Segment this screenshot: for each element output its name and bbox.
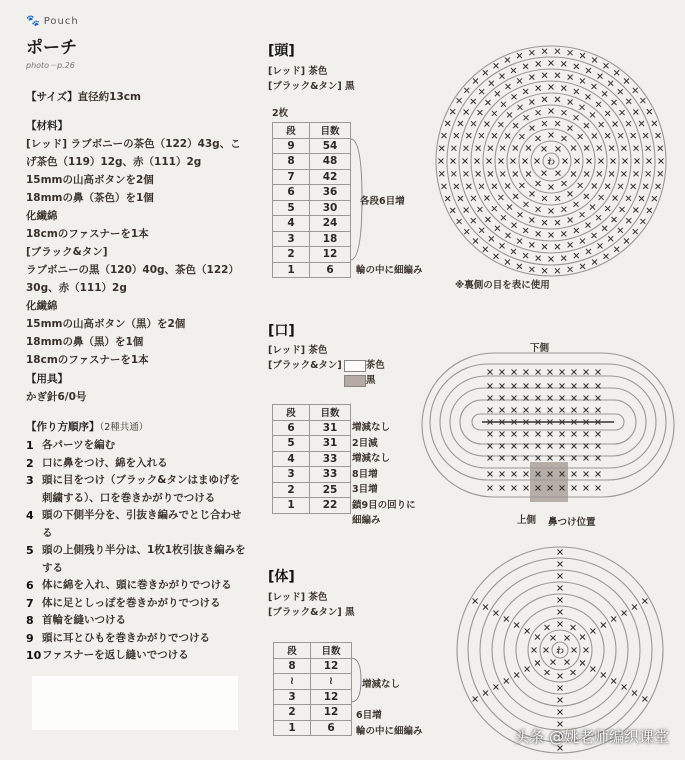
english-title [26, 14, 79, 27]
body-stitch-chart [455, 545, 665, 755]
legend-black-label: 黒 [366, 375, 376, 386]
row-number: 1 [273, 498, 310, 514]
row-number: 8 [273, 154, 310, 170]
material-line: 化繊綿 [26, 300, 58, 312]
stitch-count: 12 [311, 658, 352, 674]
bottom-side-label: 下側 [530, 343, 550, 354]
table-row [273, 436, 351, 452]
size-label: 【サイズ】 [26, 91, 78, 103]
page-title: ポーチ [26, 38, 77, 58]
stitch-count: ≀ [311, 674, 352, 690]
row-number: 8 [274, 658, 311, 674]
step-number: 4 [26, 509, 34, 522]
size-line [26, 88, 141, 106]
step-text: 頭に目をつけ（ブラック&タンはまゆげを刺繍する）、口を巻きかがりでつける [42, 474, 240, 504]
center-ring-label: わ [556, 646, 564, 655]
table-row [273, 169, 351, 185]
step-number: 9 [26, 631, 34, 645]
stitch-count: 31 [310, 420, 351, 436]
table-row [273, 200, 351, 216]
step-number: 1 [26, 439, 34, 452]
step-item [26, 472, 247, 507]
head-title: [頭] [268, 43, 295, 59]
steps-header [26, 418, 247, 437]
steps-label: 【作り方順序】 [26, 421, 100, 433]
step-text: 首輪を縫いつける [42, 614, 126, 626]
row-number: 2 [273, 482, 310, 498]
material-line: 18mmの鼻（茶色）を1個 [26, 192, 154, 204]
steps-section [26, 418, 247, 665]
body-title: [体] [268, 569, 295, 585]
material-line: 18mmの鼻（黒）を1個 [26, 336, 144, 348]
tools-label: 【用具】 [26, 373, 68, 385]
mouth-title: [口] [268, 323, 295, 339]
table-row [273, 262, 351, 278]
head-color-bt: [ブラック&タン] 黒 [268, 81, 355, 92]
material-line: 15mmの山高ボタンを2個 [26, 174, 154, 186]
row-number: 5 [273, 436, 310, 452]
step-item [26, 630, 247, 648]
table-row [273, 154, 351, 170]
stitch-count: 18 [310, 231, 351, 247]
stitch-count: 36 [310, 185, 351, 201]
swatch-black [344, 375, 366, 387]
body-colors [268, 590, 355, 620]
head-count: 2枚 [272, 108, 289, 119]
row-number: ≀ [274, 674, 311, 690]
table-row [274, 658, 352, 674]
material-line: [レッド] ラブボニーの茶色（122）43g、こ [26, 138, 241, 150]
step-item [26, 455, 247, 473]
material-line: ラブボニーの黒（120）40g、茶色（122） [26, 264, 239, 276]
material-line: 18cmのファスナーを1本 [26, 354, 149, 366]
table-row [273, 420, 351, 436]
step-number: 10 [26, 649, 42, 662]
swatch-brown [344, 360, 366, 372]
step-text: 口に鼻をつけ、綿を入れる [42, 456, 168, 469]
step-text: ファスナーを返し縫いでつける [42, 649, 189, 661]
material-line: 30g、赤（111）2g [26, 282, 127, 294]
row-number: 1 [274, 720, 311, 736]
row-number: 7 [273, 169, 310, 185]
mouth-color-bt: [ブラック&タン] [268, 360, 342, 371]
stitch-count: 12 [311, 689, 352, 705]
body-table [273, 642, 352, 736]
stitch-count: 54 [310, 138, 351, 154]
row-note: 8目増 [352, 468, 378, 480]
stitch-count: 22 [310, 498, 351, 514]
step-text: 体に綿を入れ、頭に巻きかがりでつける [42, 579, 232, 591]
steps-note: （2種共通） [99, 422, 149, 433]
mouth-row-notes [352, 420, 416, 529]
table-row [274, 674, 352, 690]
head-stitch-chart [434, 44, 668, 278]
step-item [26, 612, 247, 630]
photo-reference: photo－p.26 [26, 61, 75, 70]
body-nochange-note: 増減なし [362, 679, 401, 690]
material-line: [ブラック&タン] [26, 246, 108, 258]
body-color-bt: [ブラック&タン] 黒 [268, 607, 355, 618]
stitch-count: 33 [310, 451, 351, 467]
top-side-label: 上側 [517, 515, 537, 526]
table-row [273, 482, 351, 498]
table-row [273, 498, 351, 514]
body-increase-note: 6目増 [356, 710, 382, 721]
legend-brown-label: 茶色 [365, 360, 385, 371]
row-number: 3 [274, 689, 311, 705]
material-line: 15mmの山高ボタン（黒）を2個 [26, 318, 186, 330]
stitch-count: 12 [311, 705, 352, 721]
step-number: 2 [26, 456, 34, 470]
mouth-colors [268, 343, 385, 388]
tools-section [26, 370, 86, 406]
row-number: 3 [273, 467, 310, 483]
step-number: 8 [26, 614, 34, 627]
step-text: 体に足としっぽを巻きかがりでつける [42, 596, 221, 609]
step-text: 頭の上側残り半分は、1枚1枚引抜き編みをする [42, 544, 246, 574]
stitch-count: 42 [310, 169, 351, 185]
header-stitch-col: 目数 [310, 405, 351, 421]
stitch-count: 30 [310, 200, 351, 216]
table-row [274, 705, 352, 721]
mouth-stitch-chart [420, 352, 676, 512]
header-stitch-col: 目数 [310, 123, 351, 139]
step-number: 5 [26, 544, 34, 557]
header-row-col: 段 [273, 123, 310, 139]
table-row [273, 467, 351, 483]
stitch-count: 31 [310, 436, 351, 452]
blank-box [32, 676, 238, 730]
row-number: 1 [273, 262, 310, 278]
material-line: 化繊綿 [26, 210, 58, 222]
material-line: 18cmのファスナーを1本 [26, 228, 149, 240]
step-item [26, 595, 247, 613]
row-note: 増減なし [352, 453, 391, 464]
stitch-count: 12 [310, 247, 351, 263]
nose-position-label: 鼻つけ位置 [548, 517, 596, 528]
row-number: 3 [273, 231, 310, 247]
material-line: げ茶色（119）12g、赤（111）2g [26, 156, 202, 168]
table-row [273, 216, 351, 232]
step-item [26, 437, 247, 455]
head-ring-note: 輪の中に細編み [356, 265, 423, 276]
body-color-red: [レッド] 茶色 [268, 592, 328, 603]
row-note: 3目増 [352, 484, 378, 495]
watermark: 头条 @姚老师编织课堂 [514, 728, 669, 746]
center-ring-label: わ [547, 157, 555, 166]
paw-icon: 🐾 [26, 14, 41, 27]
mouth-color-red: [レッド] 茶色 [268, 345, 328, 356]
materials-section [26, 117, 241, 369]
stitch-count: 48 [310, 154, 351, 170]
table-row [274, 720, 352, 736]
row-note: 増減なし [352, 422, 391, 433]
materials-label: 【材料】 [26, 120, 68, 132]
stitch-count: 24 [310, 216, 351, 232]
english-title-text: Pouch [43, 16, 79, 27]
row-number: 2 [273, 247, 310, 263]
row-note: 2目減 [352, 437, 378, 449]
step-item [26, 542, 247, 577]
tools-value: かぎ針6/0号 [26, 391, 87, 403]
step-number: 7 [26, 596, 34, 610]
header-row-col: 段 [273, 405, 310, 421]
step-number: 3 [26, 474, 34, 487]
stitch-count: 33 [310, 467, 351, 483]
row-number: 4 [273, 451, 310, 467]
head-increase-note: 各段6目増 [360, 196, 405, 207]
head-chart-note: ※裏側の目を表に使用 [455, 280, 550, 291]
row-number: 4 [273, 216, 310, 232]
table-row [273, 138, 351, 154]
row-number: 5 [273, 200, 310, 216]
table-row [273, 185, 351, 201]
table-row [273, 247, 351, 263]
step-text: 頭に耳とひもを巻きかがりでつける [42, 631, 210, 644]
step-number: 6 [26, 579, 34, 592]
row-number: 6 [273, 420, 310, 436]
header-stitch-col: 目数 [311, 643, 352, 659]
step-item [26, 507, 247, 542]
mouth-table [272, 404, 351, 514]
stitch-count: 6 [311, 720, 352, 736]
row-number: 2 [274, 705, 311, 721]
row-note: 鎖9目の回りに [352, 499, 416, 511]
step-text: 頭の下側半分を、引抜き編みでとじ合わせる [42, 509, 242, 539]
table-row [273, 231, 351, 247]
step-item [26, 577, 247, 595]
size-value: 直径約13cm [77, 91, 141, 103]
table-row [273, 451, 351, 467]
head-table [272, 122, 351, 278]
stitch-count: 6 [310, 262, 351, 278]
row-number: 6 [273, 185, 310, 201]
stitch-count: 25 [310, 482, 351, 498]
step-text: 各パーツを編む [42, 439, 116, 451]
step-item [26, 647, 247, 665]
head-colors [268, 64, 355, 94]
body-ring-note: 輪の中に細編み [356, 726, 423, 737]
head-color-red: [レッド] 茶色 [268, 66, 328, 77]
row-note: 細編み [352, 515, 381, 526]
header-row-col: 段 [274, 643, 311, 659]
row-number: 9 [273, 138, 310, 154]
table-row [274, 689, 352, 705]
